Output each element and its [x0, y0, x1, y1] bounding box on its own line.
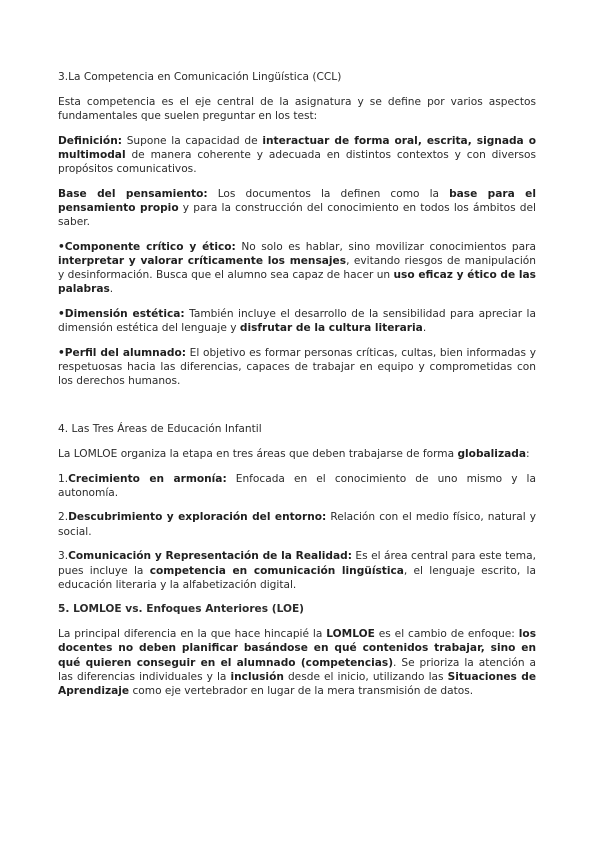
- area-2-paragraph: 2.Descubrimiento y exploración del entorno: Relación con el medio físico, natural y social.: [58, 511, 536, 538]
- perfil-alumnado-paragraph: •Perfil del alumnado: El objetivo es formar personas críticas, cultas, bien informadas y respetuosas hacia las diferencias, capaces de trabajar en equipo y comprometidas con los derechos humanos.: [58, 347, 536, 388]
- area-1-paragraph: 1.Crecimiento en armonía: Enfocada en el conocimiento de uno mismo y la autonomía.: [58, 472, 536, 499]
- section-spacer: [58, 399, 536, 422]
- dimension-estetica-paragraph: •Dimensión estética: También incluye el desarrollo de la sensibilidad para apreciar la dimensión estética del lenguaje y disfrutar de la cultura literaria.: [58, 308, 536, 335]
- definicion-paragraph: Definición: Supone la capacidad de interactuar de forma oral, escrita, signada o multimodal de manera coherente y adecuada en distintos contextos y con diversos propósitos comunicativos.: [58, 134, 537, 176]
- section-3-title: 3.La Competencia en Comunicación Lingüística (CCL): [58, 71, 342, 83]
- section-4-intro: La LOMLOE organiza la etapa en tres áreas que deben trabajarse de forma globalizada:: [58, 447, 530, 460]
- section-5-paragraph: La principal diferencia en la que hace hincapié la LOMLOE es el cambio de enfoque: los docentes no deben planificar basándose en qué contenidos trabajar, sino en qué quieren conseguir en el alumnado (competencias). Se prioriza la atención a las diferencias individuales y la inclusión desde el inicio, utilizando las Situaciones de Aprendizaje como eje vertebrador en lugar de la mera transmisión de datos.: [58, 628, 537, 697]
- area-3-paragraph: 3.Comunicación y Representación de la Realidad: Es el área central para este tema, pues incluye la competencia en comunicación lingüística, el lenguaje escrito, la educación literaria y la alfabetización digital.: [58, 550, 536, 591]
- base-pensamiento-paragraph: Base del pensamiento: Los documentos la definen como la base para el pensamiento propio y para la construcción del conocimiento en todos los ámbitos del saber.: [58, 187, 536, 229]
- section-4-title: 4. Las Tres Áreas de Educación Infantil: [58, 423, 262, 436]
- section-3-intro: Esta competencia es el eje central de la asignatura y se define por varios aspectos fundamentales que suelen preguntar en los test:: [58, 95, 536, 122]
- componente-critico-paragraph: •Componente crítico y ético: No solo es hablar, sino movilizar conocimientos para interpretar y valorar críticamente los mensajes, evitando riesgos de manipulación y desinformación. Busca que el alumno sea capaz de hacer un uso eficaz y ético de las palabras.: [58, 240, 536, 296]
- section-5-title: 5. LOMLOE vs. Enfoques Anteriores (LOE): [58, 603, 305, 616]
